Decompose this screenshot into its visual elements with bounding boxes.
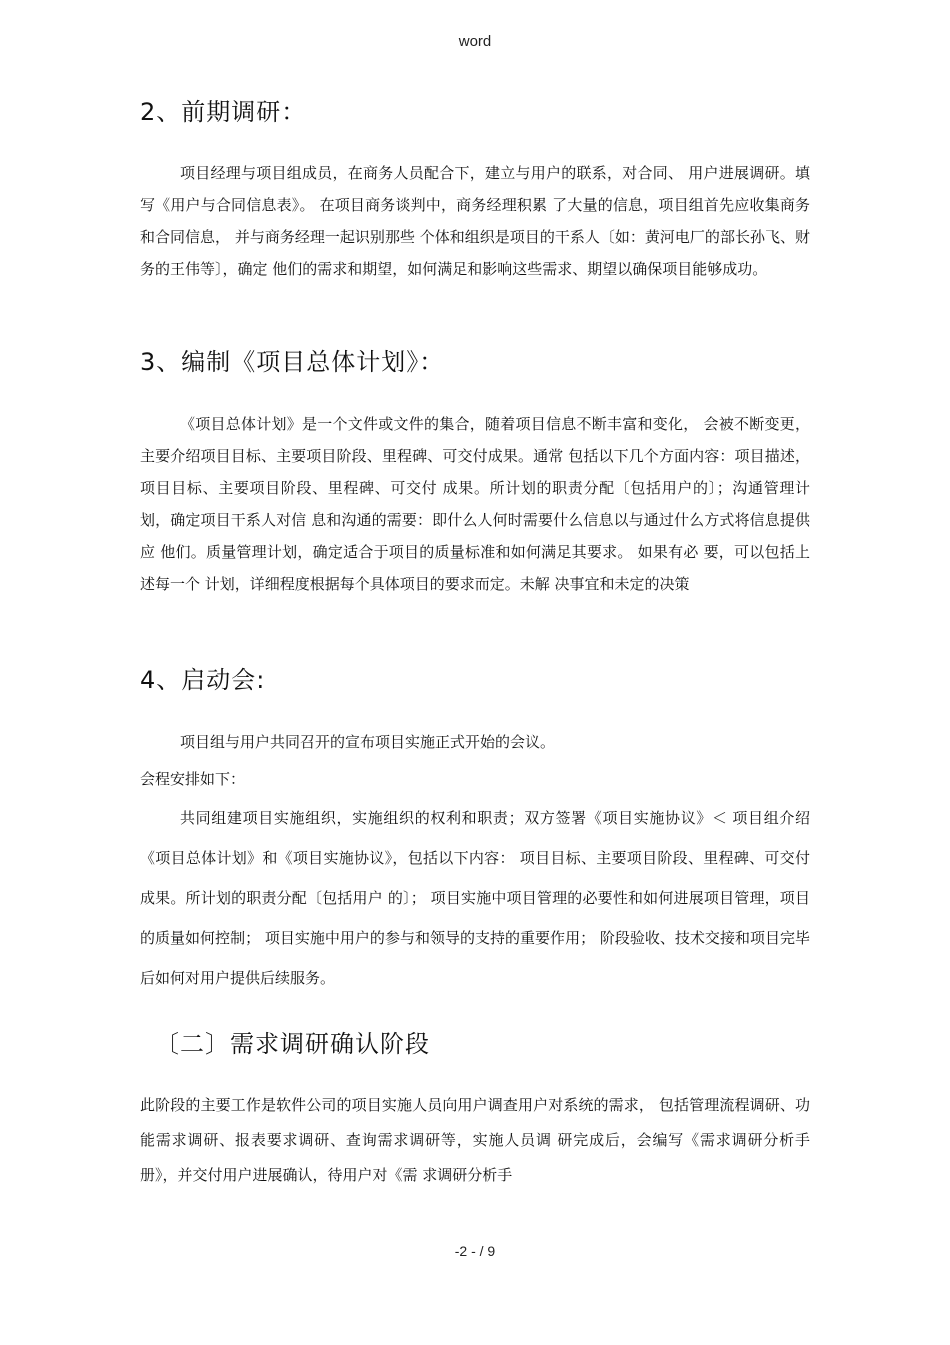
section-3-heading: 3、编制《项目总体计划》： xyxy=(140,348,445,376)
section-3-body: 《项目总体计划》是一个文件或文件的集合，随着项目信息不断丰富和变化， 会被不断变更，主要介绍项目目标、主要项目阶段、里程碑、可交付成果。通常 包括以下几个方面内容：项目描述，项目目标、主要项目阶段、里程碑、可交付 成果。所计划的职责分配〔包括用户的〕；沟通管理计划，确定项目干系人对信 息和沟通的需要：即什么人何时需要什么信息以与通过什么方式将信息提供应 他们。质量管理计划，确定适合于项目的质量标准和如何满足其要求。 如果有必 要，可以包括上述每一个 计划，详细程度根据每个具体项目的要求而定。未解 决事宜和未定的决策 xyxy=(140,415,810,593)
agenda-label: 会程安排如下： xyxy=(140,770,246,788)
page-header: word xyxy=(458,33,492,50)
section-2-heading: 2、前期调研： xyxy=(140,98,307,126)
section-2-body: 项目经理与项目组成员，在商务人员配合下，建立与用户的联系，对合同、 用户进展调研。填写《用户与合同信息表》。 在项目商务谈判中，商务经理积累 了大量的信息，项目组首先应收集商务和合同信息， 并与商务经理一起识别那些 个体和组织是项目的干系人〔如：黄河电厂的部长孙飞、财务的王伟等〕，确定 他们的需求和期望，如何满足和影响这些需求、期望以确保项目能够成功。 xyxy=(140,164,810,278)
phase-2-body: 此阶段的主要工作是软件公司的项目实施人员向用户调查用户对系统的需求， 包括管理流程调研、功能需求调研、报表要求调研、查询需求调研等，实施人员调 研完成后，会编写《需求调研分析手册》，并交付用户进展确认，待用户对《需 求调研分析手 xyxy=(140,1096,810,1184)
section-4-intro: 项目组与用户共同召开的宣布项目实施正式开始的会议。 xyxy=(180,733,556,751)
section-4-agenda: 共同组建项目实施组织，实施组织的权利和职责；双方签署《项目实施协议》＜ 项目组介绍《项目总体计划》和《项目实施协议》，包括以下内容： 项目目标、主要项目阶段、里程碑、可交付成果。所计划的职责分配〔包括用户 的〕； 项目实施中项目管理的必要性和如何进展项目管理，项目的质量如何控制； 项目实施中用户的参与和领导的支持的重要作用； 阶段验收、技术交接和项目完毕后如何对用户提供后续服务。 xyxy=(140,809,810,987)
section-4-heading: 4、启动会: xyxy=(140,666,266,694)
page-number: -2 - / 9 xyxy=(454,1243,496,1259)
phase-2-heading: 〔二〕需求调研确认阶段 xyxy=(155,1030,430,1058)
